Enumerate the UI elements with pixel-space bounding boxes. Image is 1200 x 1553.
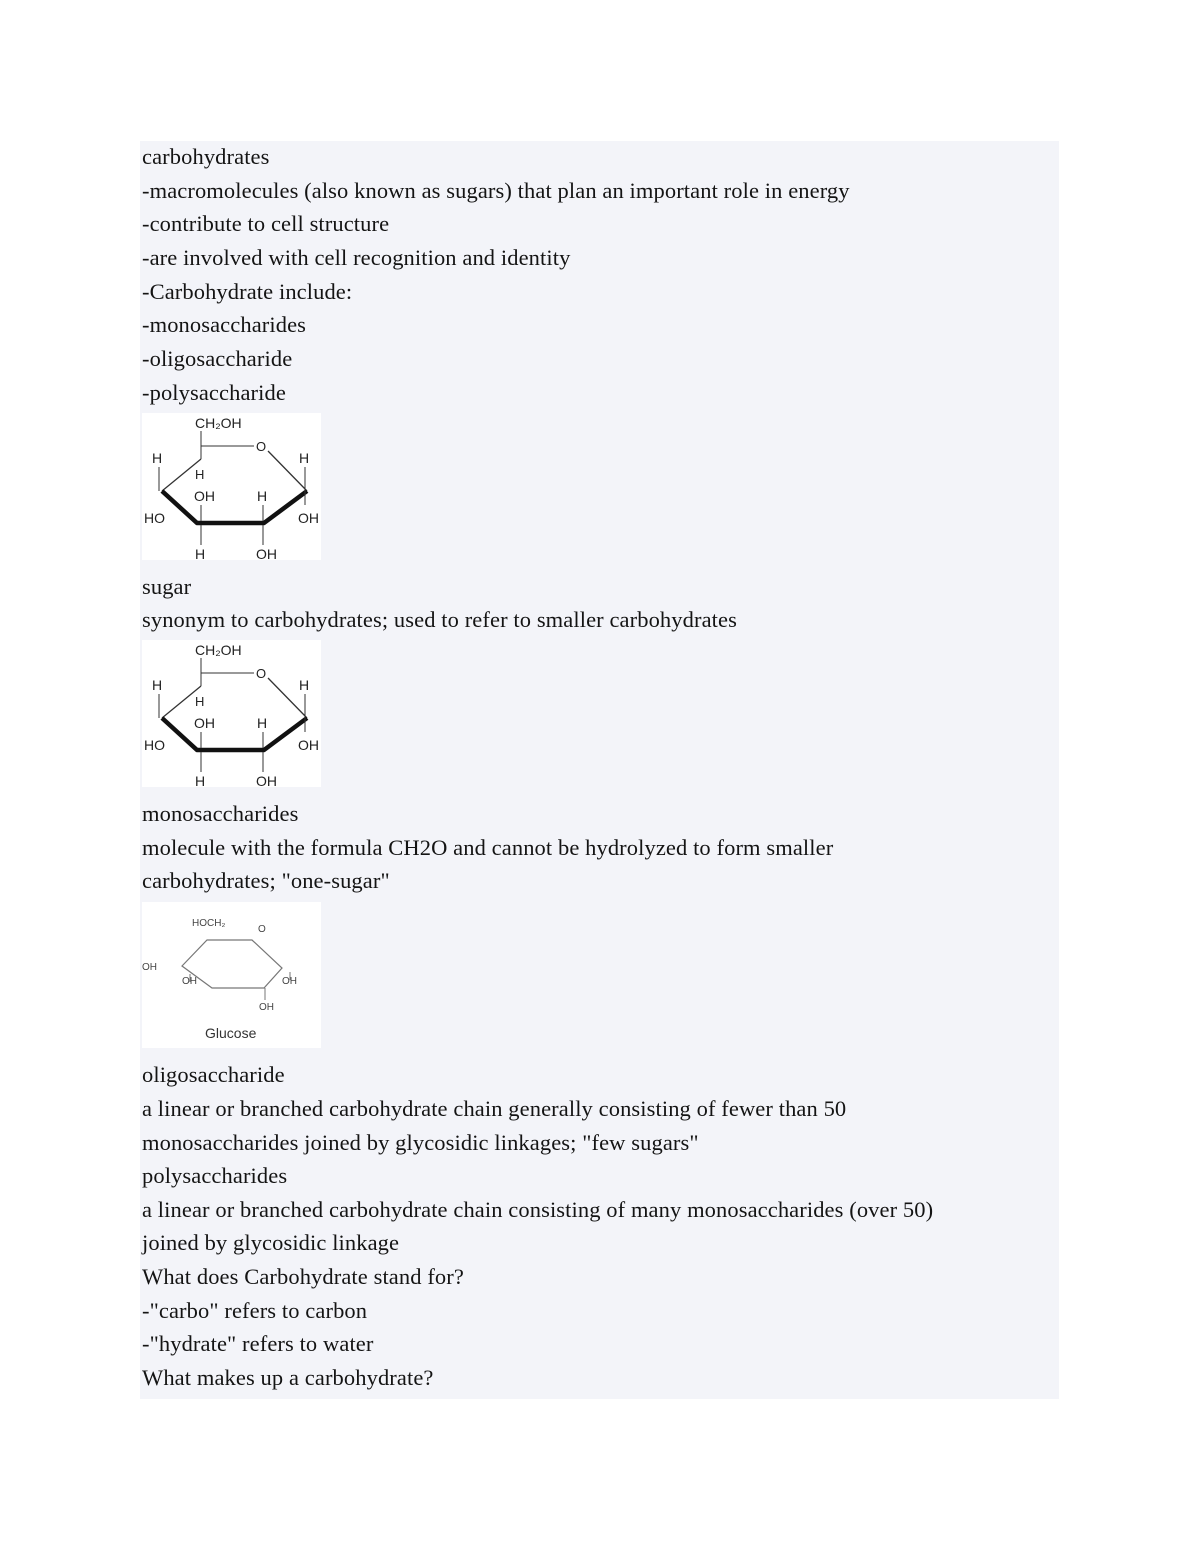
term-carbohydrates: carbohydrates: [142, 144, 270, 169]
oh-left-label: OH: [142, 962, 157, 973]
definition-line: -macromolecules (also known as sugars) that plan an important role in energy: [142, 178, 850, 203]
glucose-caption: Glucose: [205, 1025, 257, 1041]
haworth-structure-image: [142, 413, 321, 560]
term-polysaccharides: polysaccharides: [142, 1163, 288, 1188]
h-label: H: [152, 450, 163, 466]
h-label: H: [299, 677, 310, 693]
definition-line: -polysaccharide: [142, 380, 286, 405]
definition-line: -oligosaccharide: [142, 346, 293, 371]
term-monosaccharides: monosaccharides: [142, 801, 299, 826]
ring-oxygen-label: O: [256, 439, 267, 454]
question-carbohydrate-meaning: What does Carbohydrate stand for?: [142, 1264, 464, 1289]
glucose-structure-image: [142, 902, 321, 1048]
h-label: H: [195, 773, 206, 787]
definition-line: joined by glycosidic linkage: [142, 1230, 400, 1255]
definition-line: -"carbo" refers to carbon: [142, 1298, 368, 1323]
oh-label: OH: [298, 737, 319, 753]
oh-label: OH: [298, 510, 319, 526]
ring-oxygen-label: O: [256, 666, 267, 681]
definition-line: -contribute to cell structure: [142, 211, 390, 236]
ho-label: HO: [144, 737, 165, 753]
h-label: H: [152, 677, 163, 693]
definition-line: a linear or branched carbohydrate chain generally consisting of fewer than 50: [142, 1096, 847, 1121]
oh-label: OH: [282, 976, 297, 987]
definition-line: synonym to carbohydrates; used to refer to smaller carbohydrates: [142, 607, 737, 632]
term-oligosaccharide: oligosaccharide: [142, 1062, 285, 1087]
term-sugar: sugar: [142, 574, 192, 599]
haworth-structure-image: [142, 640, 321, 787]
ho-label: HO: [144, 510, 165, 526]
h-label: H: [257, 715, 268, 731]
h-label: H: [299, 450, 310, 466]
oh-label: OH: [256, 773, 277, 787]
oh-label: OH: [194, 488, 215, 504]
definition-line: -monosaccharides: [142, 312, 307, 337]
oh-label: OH: [256, 546, 277, 560]
oh-label: OH: [194, 715, 215, 731]
definition-line: carbohydrates; "one-sugar": [142, 868, 390, 893]
h-label: H: [195, 694, 205, 709]
ring-oxygen-label: O: [258, 924, 266, 935]
question-carbohydrate-makeup: What makes up a carbohydrate?: [142, 1365, 434, 1390]
ch2oh-label: CH₂OH: [195, 415, 242, 431]
oh-label: OH: [182, 976, 197, 987]
oh-label: OH: [259, 1002, 274, 1013]
ch2oh-label: CH₂OH: [195, 642, 242, 658]
definition-line: -are involved with cell recognition and identity: [142, 245, 571, 270]
definition-line: -"hydrate" refers to water: [142, 1331, 374, 1356]
definition-line: a linear or branched carbohydrate chain consisting of many monosaccharides (over 50): [142, 1197, 934, 1222]
definition-line: -Carbohydrate include:: [142, 279, 353, 304]
h-label: H: [195, 467, 205, 482]
definition-line: molecule with the formula CH2O and cannot be hydrolyzed to form smaller: [142, 835, 834, 860]
definition-line: monosaccharides joined by glycosidic linkages; "few sugars": [142, 1130, 699, 1155]
h-label: H: [195, 546, 206, 560]
h-label: H: [257, 488, 268, 504]
hoch2-label: HOCH₂: [192, 918, 226, 929]
